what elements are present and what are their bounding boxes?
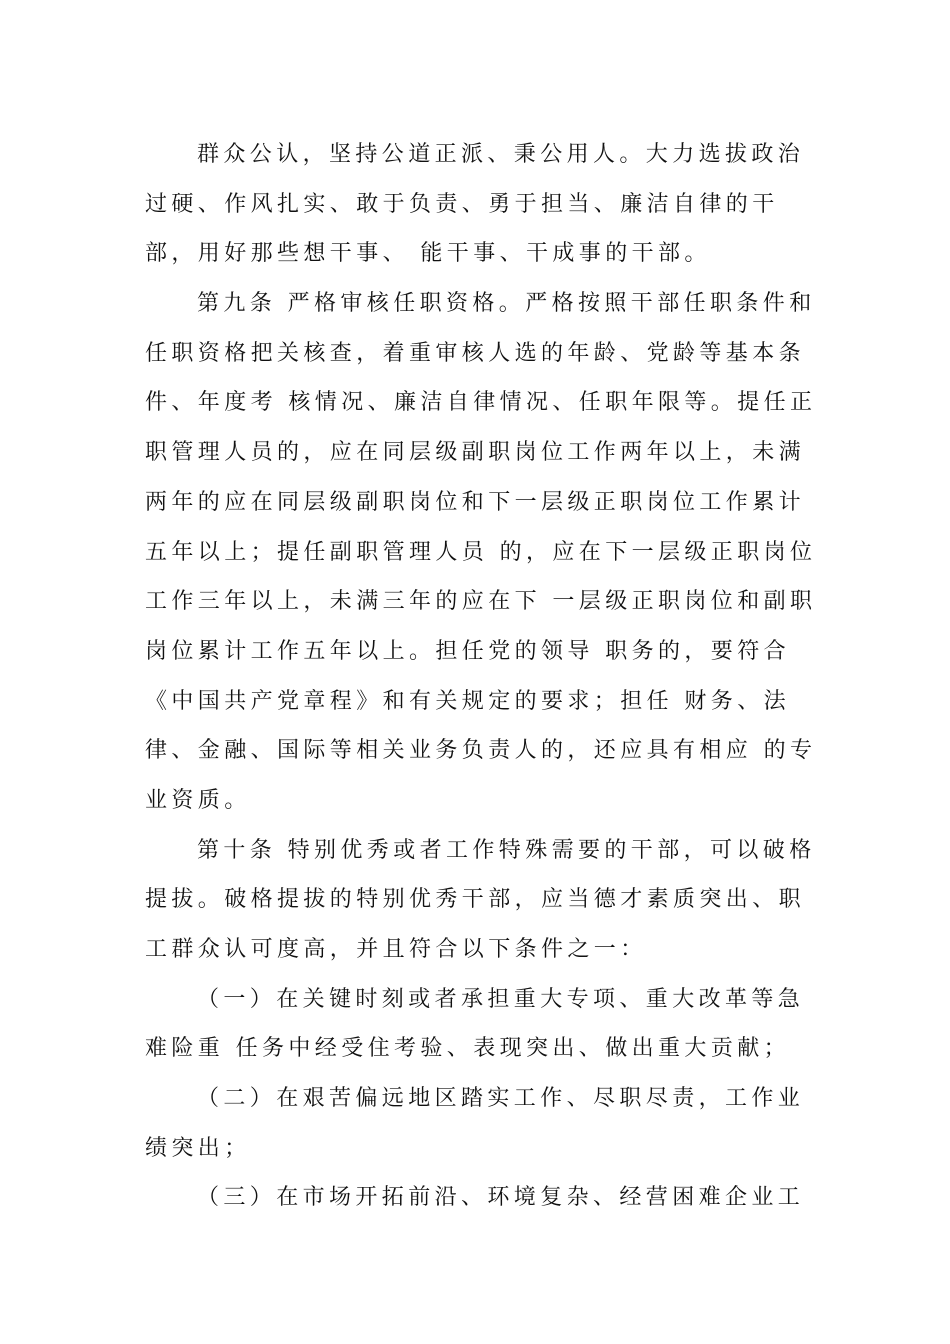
article-10-heading-line: 第十条 特别优秀或者工作特殊需要的干部，可以破格: [197, 837, 816, 863]
text-line: 职管理人员的，应在同层级副职岗位工作两年以上，未满: [145, 440, 806, 466]
text-line: 件、年度考 核情况、廉洁自律情况、任职年限等。提任正: [145, 390, 817, 416]
text-line: 五年以上；提任副职管理人员 的，应在下一层级正职岗位: [145, 539, 817, 565]
text-line: 难险重 任务中经受住考验、表现突出、做出重大贡献；: [145, 1036, 790, 1062]
text-line: 业资质。: [145, 787, 251, 813]
list-item-2-line: （二）在艰苦偏远地区踏实工作、尽职尽责，工作业: [197, 1086, 805, 1112]
text-line: 两年的应在同层级副职岗位和下一层级正职岗位工作累计: [145, 489, 806, 515]
text-line: 任职资格把关核查，着重审核人选的年龄、党龄等基本条: [145, 340, 806, 366]
text-line: 律、金融、国际等相关业务负责人的，还应具有相应 的专: [145, 738, 817, 764]
text-line: 过硬、作风扎实、敢于负责、勇于担当、廉洁自律的干: [145, 191, 779, 217]
text-line: 《中国共产党章程》和有关规定的要求；担任 财务、法: [145, 688, 790, 714]
list-item-3-line: （三）在市场开拓前沿、环境复杂、经营困难企业工: [197, 1185, 805, 1211]
text-line: 绩突出；: [145, 1135, 251, 1161]
text-line: 提拔。破格提拔的特别优秀干部，应当德才素质突出、职: [145, 887, 806, 913]
text-line: 群众公认，坚持公道正派、秉公用人。大力选拔政治: [197, 142, 805, 167]
text-line: 工群众认可度高，并且符合以下条件之一：: [145, 937, 647, 962]
list-item-1-line: （一）在关键时刻或者承担重大专项、重大改革等急: [197, 986, 805, 1012]
text-line: 岗位累计工作五年以上。担任党的领导 职务的，要符合: [145, 638, 790, 664]
text-line: 部，用好那些想干事、 能干事、干成事的干部。: [145, 241, 711, 267]
article-9-heading-line: 第九条 严格审核任职资格。严格按照干部任职条件和: [197, 291, 816, 317]
text-line: 工作三年以上，未满三年的应在下 一层级正职岗位和副职: [145, 589, 817, 615]
document-page: [145, 130, 815, 1223]
